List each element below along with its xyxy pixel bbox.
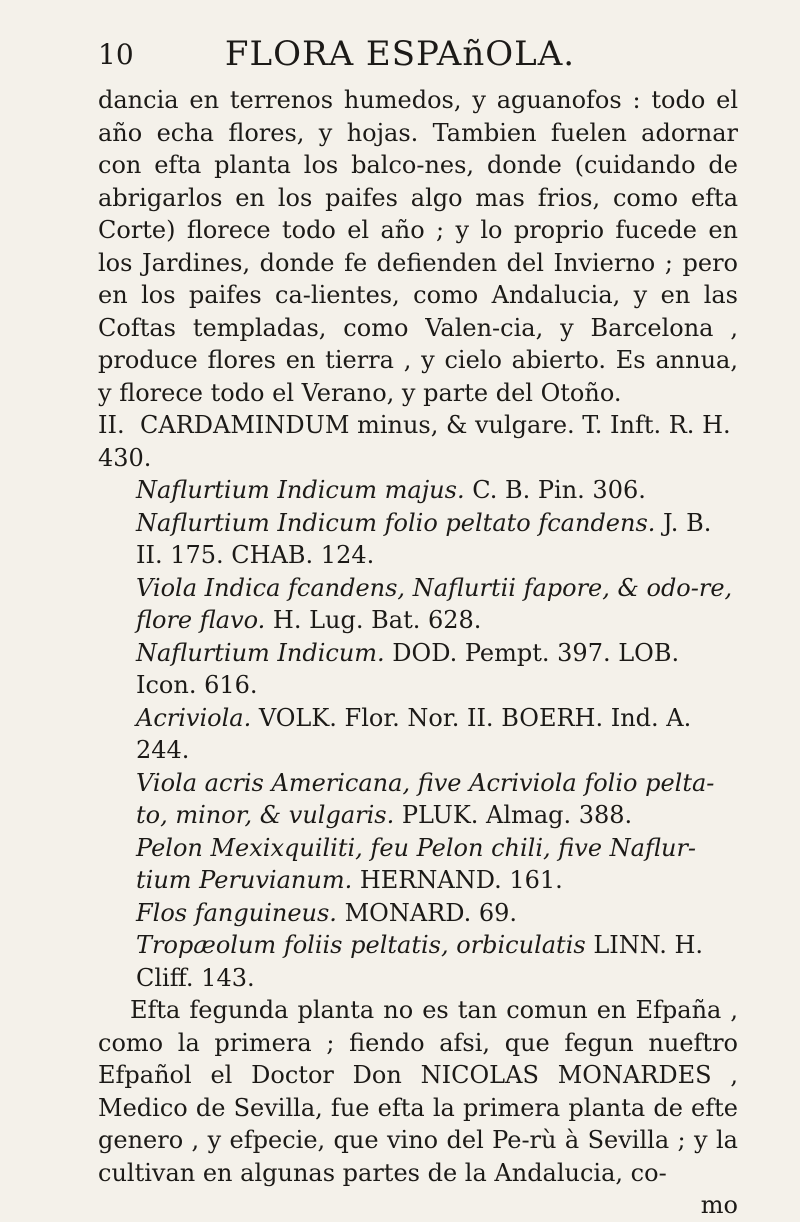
entry-title: CARDAMINDUM minus, & vulgare. T. Inft. R. H. 430. (98, 411, 731, 472)
paragraph-commentary: Efta fegunda planta no es tan comun en Efpaña , como la primera ; fiendo afsi, que fegun nueftro Efpañol el Doctor Don NICOLAS MONARDES , Medico de Sevilla, fue efta la primera planta de efte genero , y efpecie, que vino del Pe-rù à Sevilla ; y la cultivan en algunas partes de la Andalucia, co- (98, 996, 738, 1187)
synonym-reference: LINN. H. Cliff. 143. (136, 931, 704, 992)
page-header (0, 28, 800, 78)
synonym-reference: H. Lug. Bat. 628. (265, 606, 482, 634)
species-entry (98, 409, 738, 994)
synonym-line (98, 702, 738, 767)
synonym-line (98, 897, 738, 930)
synonym-reference: VOLK. Flor. Nor. II. BOERH. Ind. A. 244. (136, 703, 692, 764)
synonym-line (98, 572, 738, 637)
synonym-line (98, 474, 738, 507)
synonym-line (98, 767, 738, 832)
synonym-reference: PLUK. Almag. 388. (394, 801, 633, 829)
synonym-line (98, 637, 738, 702)
synonym-name: Naflurtium Indicum. (136, 638, 385, 667)
page-number: 10 (98, 38, 134, 71)
synonym-name: Viola Indica fcandens, Naflurtii fapore, & odo-re, flore flavo. (136, 573, 733, 634)
entry-heading (98, 409, 738, 474)
synonym-reference: MONARD. 69. (336, 898, 518, 927)
synonym-reference: HERNAND. 161. (352, 866, 563, 894)
synonym-name: Flos fanguineus. (136, 898, 337, 927)
synonym-line (98, 507, 738, 572)
synonym-name: Viola acris Americana, five Acriviola folio pelta-to, minor, & vulgaris. (136, 768, 715, 829)
body-text (98, 84, 738, 1222)
paragraph-intro: dancia en terrenos humedos, y aguanofos : todo el año echa flores, y hojas. Tambien fuelen adornar con efta planta los balco-nes, donde (cuidando de abrigarlos en los paifes algo mas frios, como efta Corte) florece todo el año ; y lo proprio fucede en los Jardines, donde fe defienden del Invierno ; pero en los paifes ca-lientes, como Andalucia, y en las Coftas templadas, como Valen-cia, y Barcelona , produce flores en tierra , y cielo abierto. Es annua, y florece todo el Verano, y parte del Otoño. (98, 86, 738, 407)
synonym-name: Pelon Mexixquiliti, feu Pelon chili, five Naflur-tium Peruvianum. (136, 833, 697, 894)
synonym-name: Tropæolum foliis peltatis, orbiculatis (136, 931, 586, 959)
synonym-line (98, 832, 738, 897)
synonym-reference: DOD. Pempt. 397. LOB. Icon. 616. (136, 638, 680, 699)
catchword: mo (700, 1191, 738, 1219)
synonym-name: Naflurtium Indicum majus. (136, 476, 465, 504)
entry-number: II. (98, 411, 125, 439)
synonym-line (98, 929, 738, 994)
synonym-reference: J. B. II. 175. CHAB. 124. (136, 508, 712, 569)
synonym-reference: C. B. Pin. 306. (464, 476, 646, 504)
synonym-name: Acriviola. (136, 703, 252, 732)
synonym-name: Naflurtium Indicum folio peltato fcandens. (136, 508, 656, 537)
running-title: FLORA ESPAñOLA. (224, 34, 576, 74)
